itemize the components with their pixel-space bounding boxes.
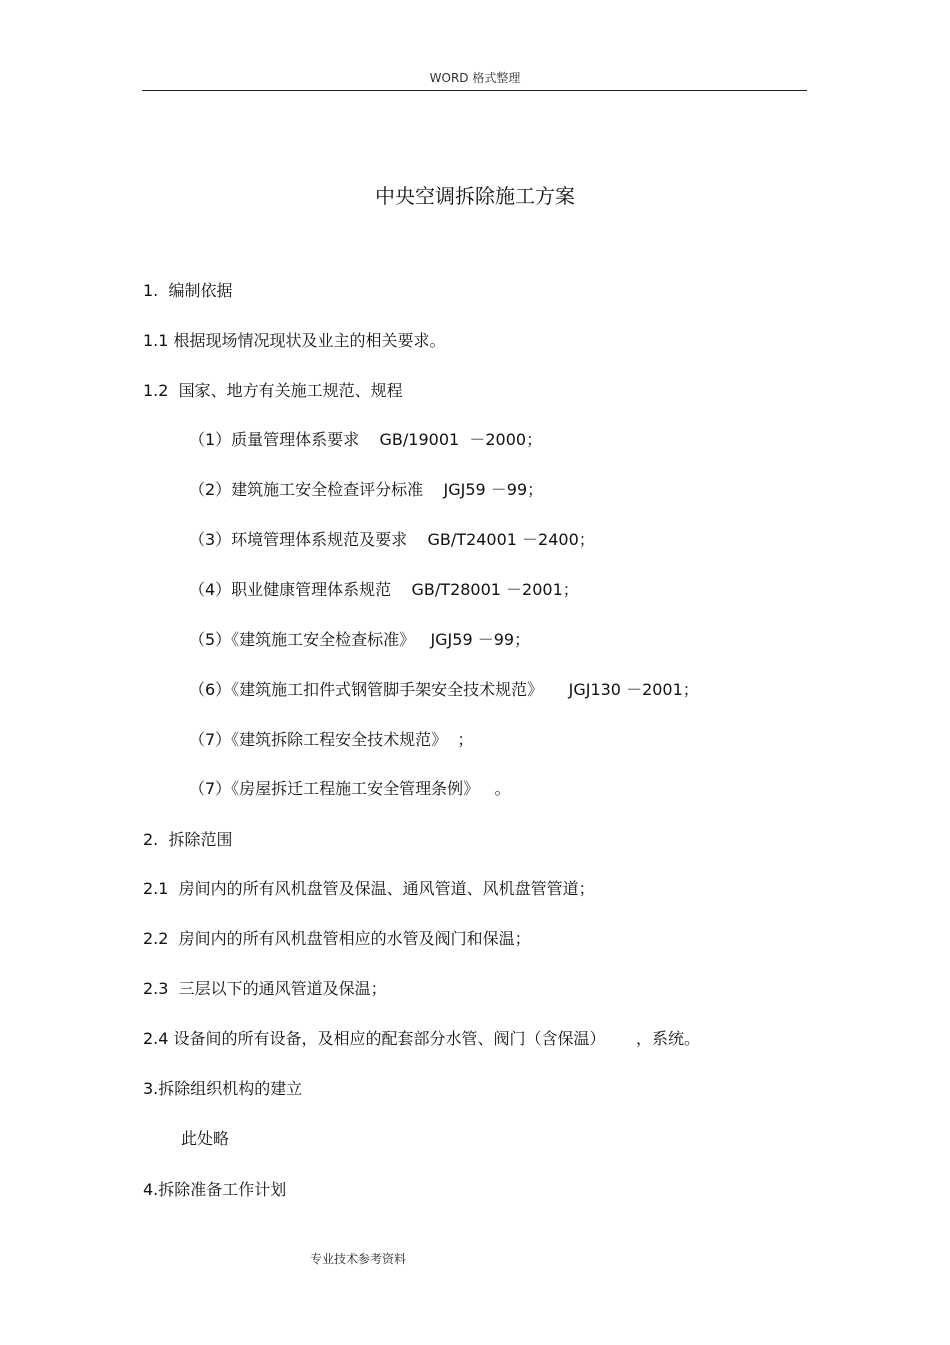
list-item: （3）环境管理体系规范及要求 GB/T24001 －2400； xyxy=(189,530,595,549)
document-title: 中央空调拆除施工方案 xyxy=(375,184,575,208)
list-item: （2）建筑施工安全检查评分标准 JGJ59 －99； xyxy=(189,480,544,499)
list-item: （4）职业健康管理体系规范 GB/T28001 －2001； xyxy=(189,580,579,599)
page-footer: 专业技术参考资料 xyxy=(310,1252,407,1266)
paragraph: 此处略 xyxy=(181,1129,230,1148)
paragraph: 1.2 国家、地方有关施工规范、规程 xyxy=(143,381,403,400)
paragraph: 1.1 根据现场情况现状及业主的相关要求。 xyxy=(143,331,446,350)
page-header: WORD 格式整理 xyxy=(429,71,521,85)
list-item: （7）《房屋拆迁工程施工安全管理条例》 。 xyxy=(189,779,511,798)
paragraph: 2.1 房间内的所有风机盘管及保温、通风管道、风机盘管管道； xyxy=(143,879,595,898)
list-item: （5）《建筑施工安全检查标准》 JGJ59 －99； xyxy=(189,630,531,649)
header-divider xyxy=(142,90,807,91)
section-heading: 3.拆除组织机构的建立 xyxy=(143,1079,303,1098)
paragraph: 2.2 房间内的所有风机盘管相应的水管及阀门和保温； xyxy=(143,929,531,948)
list-item: （7）《建筑拆除工程安全技术规范》 ； xyxy=(189,730,474,749)
section-heading: 1. 编制依据 xyxy=(143,281,233,300)
section-heading: 2. 拆除范围 xyxy=(143,830,233,849)
paragraph: 2.4 设备间的所有设备，及相应的配套部分水管、阀门（含保温） ，系统。 xyxy=(143,1029,701,1048)
section-heading: 4.拆除准备工作计划 xyxy=(143,1180,287,1199)
list-item: （6）《建筑施工扣件式钢管脚手架安全技术规范》 JGJ130 －2001； xyxy=(189,680,699,699)
list-item: （1）质量管理体系要求 GB/19001 －2000； xyxy=(189,430,543,449)
paragraph: 2.3 三层以下的通风管道及保温； xyxy=(143,979,387,998)
